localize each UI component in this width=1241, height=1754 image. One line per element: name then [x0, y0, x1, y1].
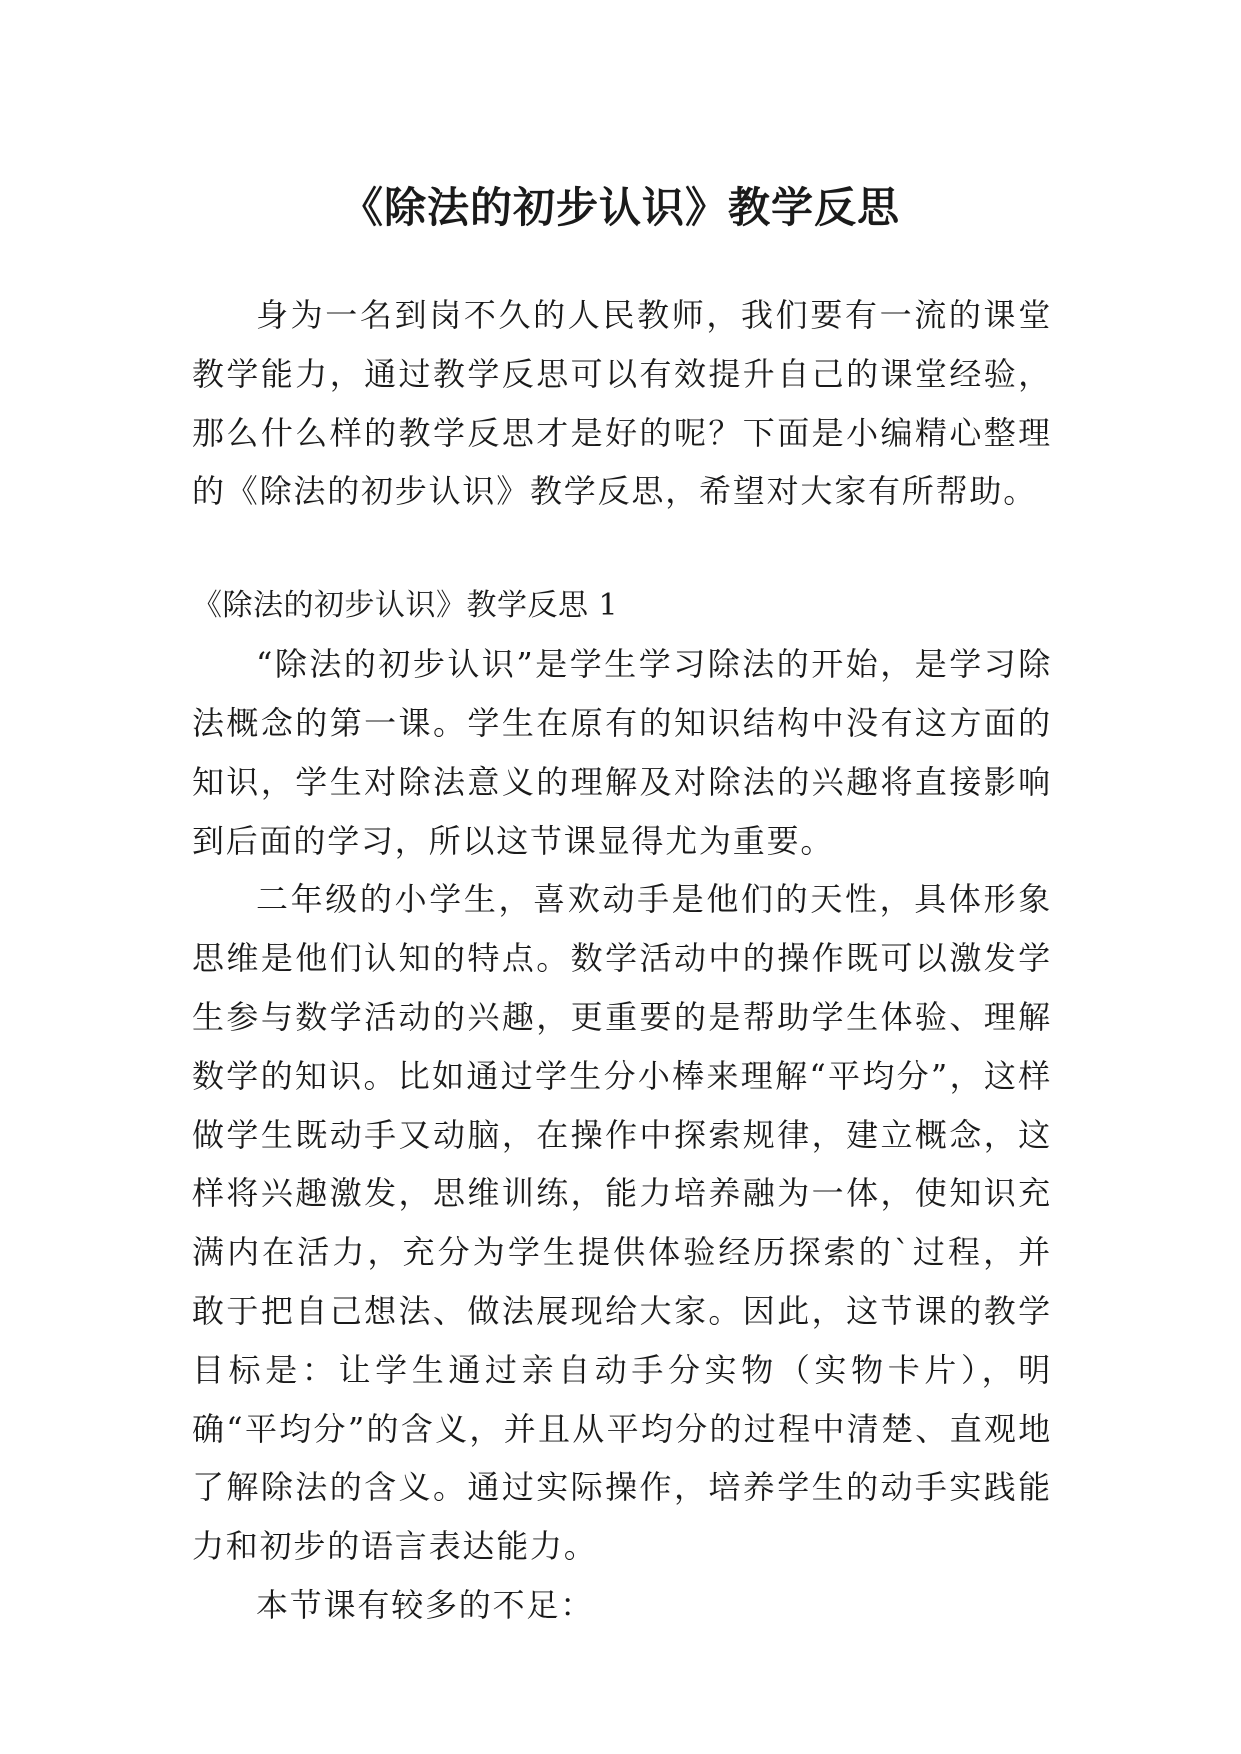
body-paragraph: 二年级的小学生，喜欢动手是他们的天性，具体形象思维是他们认知的特点。数学活动中的操作既可以激发学生参与数学活动的兴趣，更重要的是帮助学生体验、理解数学的知识。比如通过学生分小棒来理解“平均分”，这样做学生既动手又动脑，在操作中探索规律，建立概念，这样将兴趣激发，思维训练，能力培养融为一体，使知识充满内在活力，充分为学生提供体验经历探索的`过程，并敢于把自己想法、做法展现给大家。因此，这节课的教学目标是：让学生通过亲自动手分实物（实物卡片），明确“平均分”的含义，并且从平均分的过程中清楚、直观地了解除法的含义。通过实际操作，培养学生的动手实践能力和初步的语言表达能力。 — [192, 880, 1052, 1566]
body-paragraph: “除法的初步认识”是学生学习除法的开始，是学习除法概念的第一课。学生在原有的知识结构中没有这方面的知识，学生对除法意义的理解及对除法的兴趣将直接影响到后面的学习，所以这节课显得尤为重要。 — [192, 645, 1052, 860]
intro-paragraph: 身为一名到岗不久的人民教师，我们要有一流的课堂教学能力，通过教学反思可以有效提升自己的课堂经验，那么什么样的教学反思才是好的呢？下面是小编精心整理的《除法的初步认识》教学反思，希望对大家有所帮助。 — [192, 296, 1052, 511]
document-title: 《除法的初步认识》教学反思 — [340, 183, 900, 233]
document-body — [192, 286, 1052, 1635]
section-heading: 《除法的初步认识》教学反思 1 — [192, 588, 619, 624]
body-paragraph: 本节课有较多的不足： — [256, 1585, 595, 1624]
